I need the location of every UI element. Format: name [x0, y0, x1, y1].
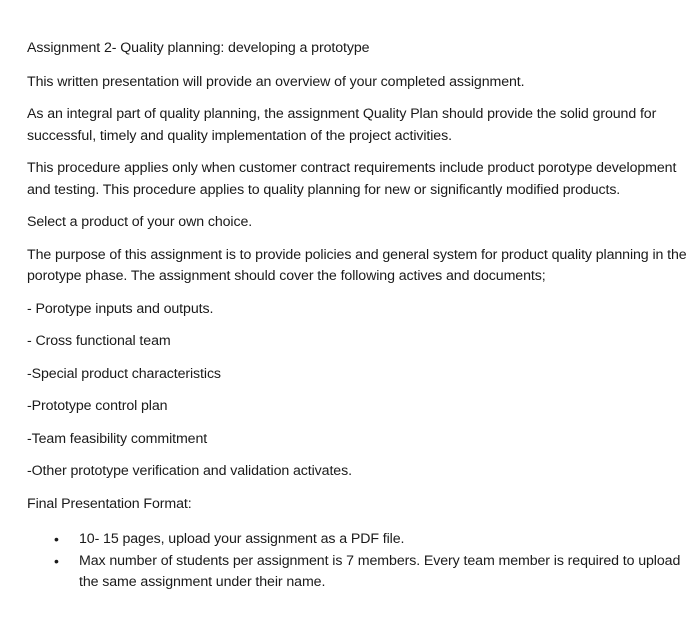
list-item-feasibility-commitment: -Team feasibility commitment [27, 430, 208, 447]
list-item-control-plan: -Prototype control plan [27, 398, 168, 414]
paragraph-quality-plan: As an integral part of quality planning, the assignment Quality Plan should provide the solid ground for successful, timely and quality implementation of the project activities. [27, 106, 657, 144]
paragraph-overview: This written presentation will provide an overview of your completed assignment. [27, 73, 525, 90]
list-item-inputs-outputs: - Porotype inputs and outputs. [27, 300, 214, 317]
bullet-icon: • [54, 552, 59, 569]
paragraph-select-product: Select a product of your own choice. [27, 214, 253, 230]
list-item-verification-validation: -Other prototype verification and validation activates. [27, 463, 352, 479]
format-bullet-members [27, 551, 690, 594]
format-bullet-pages-text: 10- 15 pages, upload your assignment as a PDF file. [79, 531, 405, 547]
assignment-title: Assignment 2- Quality planning: developing a prototype [27, 40, 370, 56]
list-item-special-characteristics: -Special product characteristics [27, 365, 221, 382]
format-bullet-list [27, 529, 690, 594]
format-heading: Final Presentation Format: [27, 495, 192, 512]
paragraph-procedure: This procedure applies only when customer contract requirements include product porotype development and testing. This procedure applies to quality planning for new or significantly modified products. [27, 160, 677, 198]
format-bullet-pages [27, 529, 690, 551]
bullet-icon: • [54, 531, 59, 547]
list-item-cross-functional-team: - Cross functional team [27, 333, 171, 349]
format-bullet-members-text: Max number of students per assignment is 7 members. Every team member is required to upload the same assignment under their name. [79, 552, 681, 590]
paragraph-purpose: The purpose of this assignment is to provide policies and general system for product quality planning in the porotype phase. The assignment should cover the following actives and documents; [27, 246, 687, 284]
